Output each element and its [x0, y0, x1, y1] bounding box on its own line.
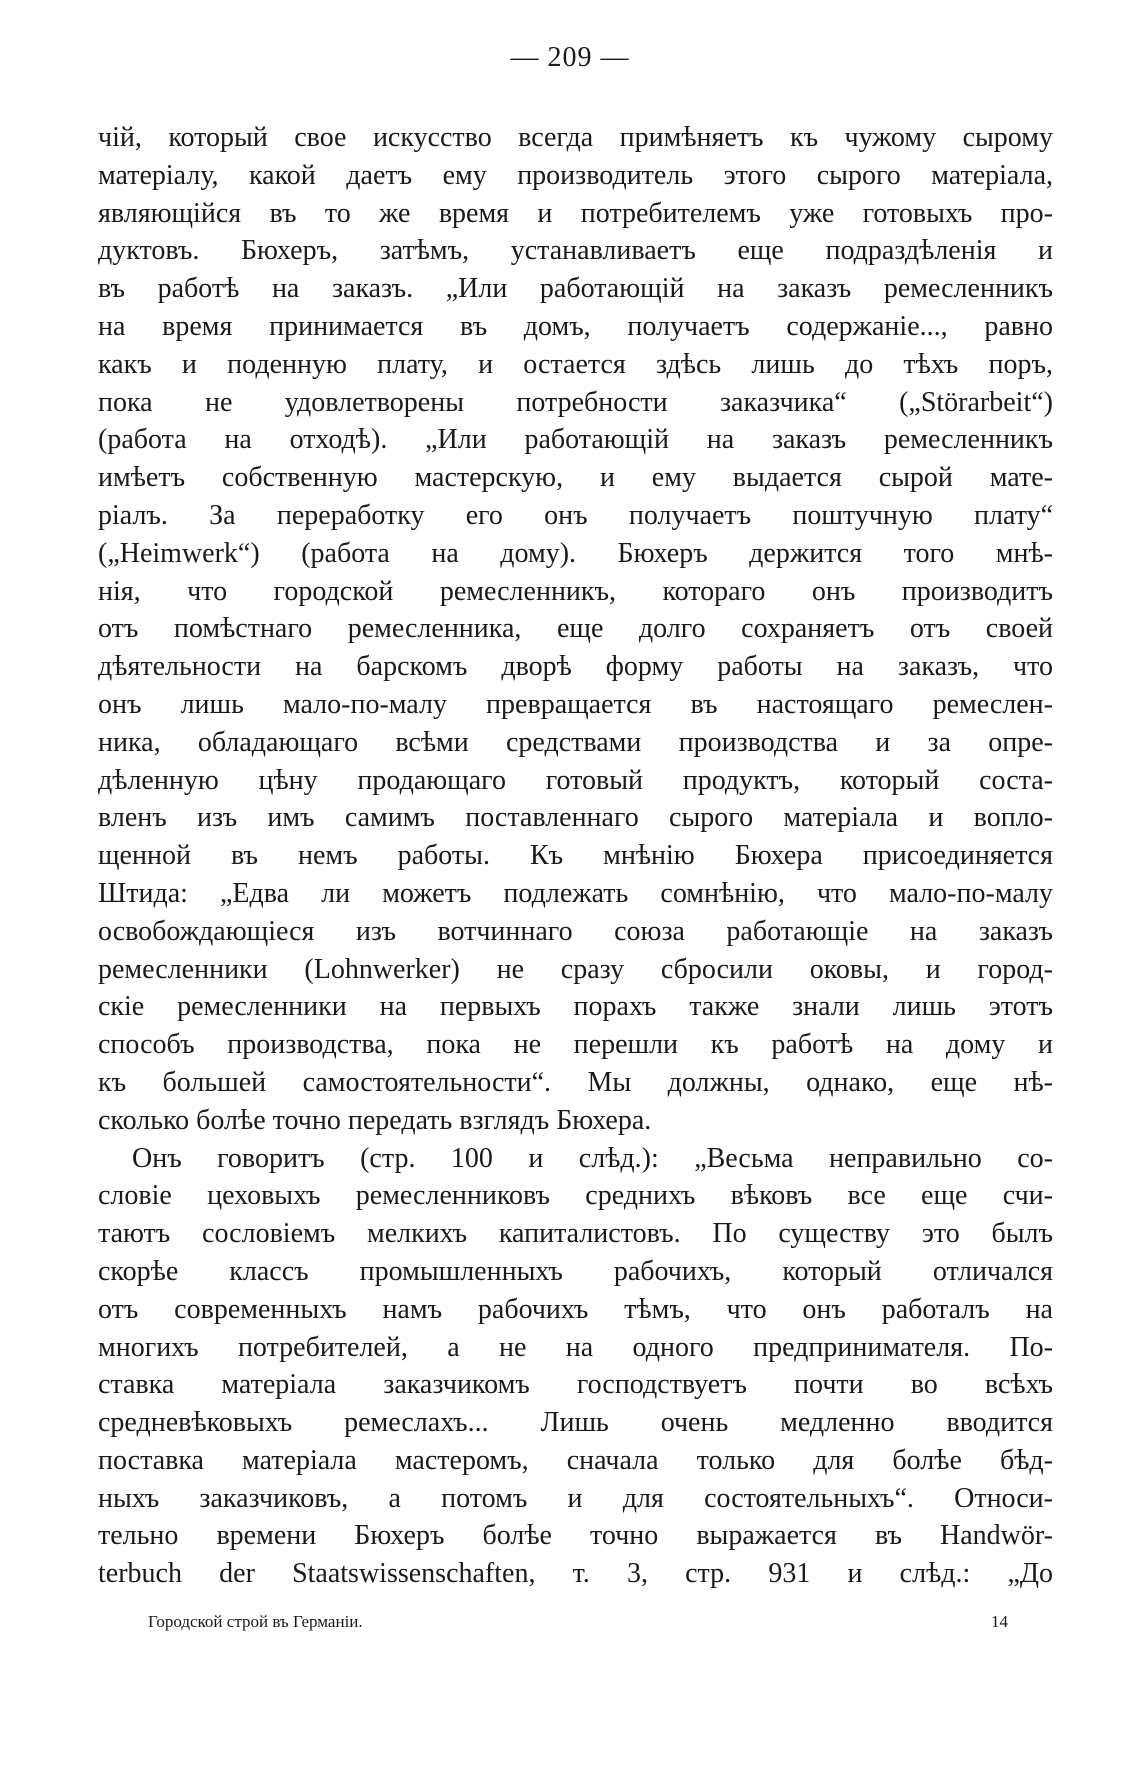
text-line: словіе цеховыхъ ремесленниковъ среднихъ вѣковъ все еще счи-: [98, 1180, 1053, 1212]
text-line: ремесленники (Lohnwerker) не сразу сбросили оковы, и город-: [98, 953, 1053, 985]
text-line: таютъ сословіемъ мелкихъ капиталистовъ. По существу это былъ: [98, 1218, 1053, 1250]
text-line: матеріалу, какой даетъ ему производитель этого сырого матеріала,: [98, 159, 1053, 191]
text-line: поставка матеріала мастеромъ, сначала только для болѣе бѣд-: [98, 1444, 1053, 1476]
text-line: дѣленную цѣну продающаго готовый продуктъ, который соста-: [98, 764, 1053, 796]
text-line: многихъ потребителей, а не на одного предпринимателя. По-: [98, 1331, 1053, 1363]
text-line: отъ помѣстнаго ремесленника, еще долго сохраняетъ отъ своей: [98, 613, 1053, 645]
page-footer: [148, 1612, 1008, 1632]
text-line: на время принимается въ домъ, получаетъ содержаніе..., равно: [98, 310, 1053, 342]
text-line: дѣятельности на барскомъ дворѣ форму работы на заказъ, что: [98, 651, 1053, 683]
text-line: скіе ремесленники на первыхъ порахъ также знали лишь этотъ: [98, 991, 1053, 1023]
text-line: terbuch der Staatswissenschaften, т. 3, стр. 931 и слѣд.: „До: [98, 1558, 1053, 1590]
text-line: являющійся въ то же время и потребителемъ уже готовыхъ про-: [98, 197, 1053, 229]
text-line: въ работѣ на заказъ. „Или работающій на заказъ ремесленникъ: [98, 273, 1053, 305]
text-line: скорѣе классъ промышленныхъ рабочихъ, который отличался: [98, 1255, 1053, 1287]
text-line: средневѣковыхъ ремеслахъ... Лишь очень медленно вводится: [98, 1407, 1053, 1439]
text-line: ника, обладающаго всѣми средствами производства и за опре-: [98, 726, 1053, 758]
text-line: ріалъ. За переработку его онъ получаетъ поштучную плату“: [98, 499, 1053, 531]
text-line: имѣетъ собственную мастерскую, и ему выдается сырой мате-: [98, 462, 1053, 494]
text-line: Штида: „Едва ли можетъ подлежать сомнѣнію, что мало-по-малу: [98, 877, 1053, 909]
text-line: чій, который свое искусство всегда примѣняетъ къ чужому сырому: [98, 122, 1053, 153]
text-line: отъ современныхъ намъ рабочихъ тѣмъ, что онъ работалъ на: [98, 1293, 1053, 1325]
text-line: пока не удовлетворены потребности заказчика“ („Störarbeit“): [98, 386, 1053, 418]
text-line: (работа на отходѣ). „Или работающій на заказъ ремесленникъ: [98, 424, 1053, 456]
footer-sheet-number: 14: [991, 1612, 1008, 1631]
text-line: дуктовъ. Бюхеръ, затѣмъ, устанавливаетъ еще подраздѣленія и: [98, 235, 1053, 267]
text-line: освобождающіеся изъ вотчиннаго союза работающіе на заказъ: [98, 915, 1053, 947]
text-line: Онъ говоритъ (стр. 100 и слѣд.): „Весьма неправильно со-: [132, 1142, 1053, 1174]
text-line: вленъ изъ имъ самимъ поставленнаго сырого матеріала и вопло-: [98, 802, 1053, 834]
text-line: сколько болѣе точно передать взглядъ Бюхера.: [98, 1104, 652, 1136]
text-line: какъ и поденную плату, и остается здѣсь лишь до тѣхъ поръ,: [98, 348, 1053, 380]
text-line: тельно времени Бюхеръ болѣе точно выражается въ Handwör-: [98, 1520, 1053, 1552]
text-line: ныхъ заказчиковъ, а потомъ и для состоятельныхъ“. Относи-: [98, 1482, 1053, 1514]
text-line: ставка матеріала заказчикомъ господствуетъ почти во всѣхъ: [98, 1369, 1053, 1401]
text-line: щенной въ немъ работы. Къ мнѣнію Бюхера присоединяется: [98, 840, 1053, 872]
body-text: [98, 119, 1053, 1593]
text-line: нія, что городской ремесленникъ, котораго онъ производитъ: [98, 575, 1053, 607]
text-line: способъ производства, пока не перешли къ работѣ на дому и: [98, 1029, 1053, 1061]
page-number: — 209 —: [510, 42, 630, 73]
text-line: къ большей самостоятельности“. Мы должны, однако, еще нѣ-: [98, 1066, 1053, 1098]
footer-signature: Городской строй въ Германіи.: [148, 1612, 363, 1631]
text-line: онъ лишь мало-по-малу превращается въ настоящаго ремеслен-: [98, 688, 1053, 720]
text-line: („Heimwerk“) (работа на дому). Бюхеръ держится того мнѣ-: [98, 537, 1053, 569]
